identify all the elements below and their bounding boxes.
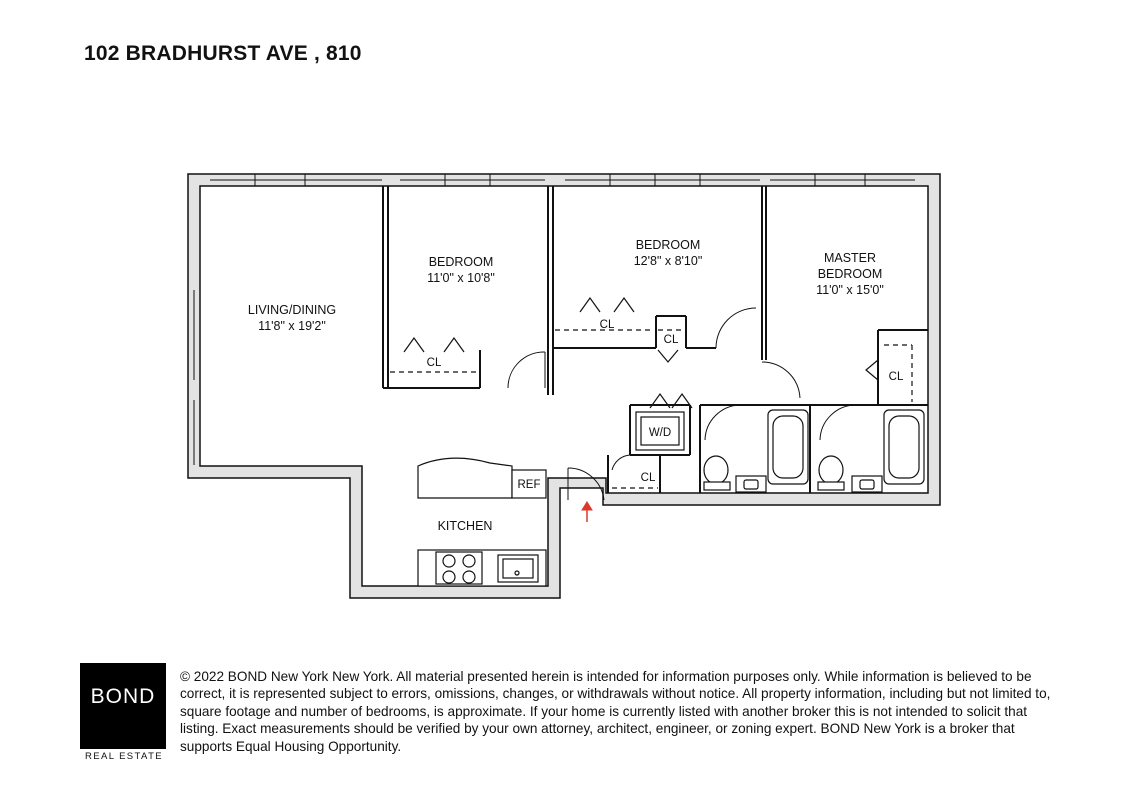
exterior-wall (188, 174, 940, 598)
master-bedroom-dims: 11'0" x 15'0" (816, 283, 884, 297)
entry-arrow (582, 502, 592, 522)
bath-fixtures (704, 456, 882, 492)
closet-label-hall: CL (663, 334, 679, 346)
closet-label-bedroom2: CL (599, 319, 615, 331)
living-room-dims: 11'8" x 19'2" (258, 319, 326, 333)
bathtubs (768, 410, 924, 484)
bond-logo-text: BOND (90, 685, 156, 708)
bond-logo-subtitle: REAL ESTATE (84, 751, 164, 762)
closet-label-entry: CL (640, 472, 656, 484)
closet-label-master: CL (888, 371, 904, 383)
property-title: 102 BRADHURST AVE , 810 (84, 42, 362, 65)
footer-disclaimer: © 2022 BOND New York New York. All material presented herein is intended for information purposes only. While information is believed to be correct, it is represented subject to errors, omissions, changes, or withdrawals without notice. All property information, including but not limited to, square footage and number of bedrooms, is approximate. If your home is currently listed with another broker this is not intended to solicit that listing. Exact measurements should be verified by your own attorney, architect, engineer, or zoning expert. BOND New York is a broker that supports Equal Housing Opportunity. (180, 669, 1051, 754)
bedroom1-dims: 11'0" x 10'8" (427, 271, 495, 285)
interior-walls (383, 186, 928, 493)
master-bedroom-name-line1: MASTER (823, 251, 877, 265)
living-room-name: LIVING/DINING (247, 303, 337, 317)
bedroom2-dims: 12'8" x 8'10" (633, 254, 703, 268)
refrigerator-label: REF (517, 479, 541, 491)
bond-logo (80, 663, 166, 749)
bedroom1-name: BEDROOM (428, 255, 494, 269)
washer-dryer-label: W/D (648, 427, 672, 439)
kitchen-name: KITCHEN (437, 519, 493, 533)
master-bedroom-name-line2: BEDROOM (817, 267, 883, 281)
closet-doors (404, 298, 878, 408)
bedroom2-name: BEDROOM (635, 238, 701, 252)
closet-label-bedroom1: CL (426, 357, 442, 369)
